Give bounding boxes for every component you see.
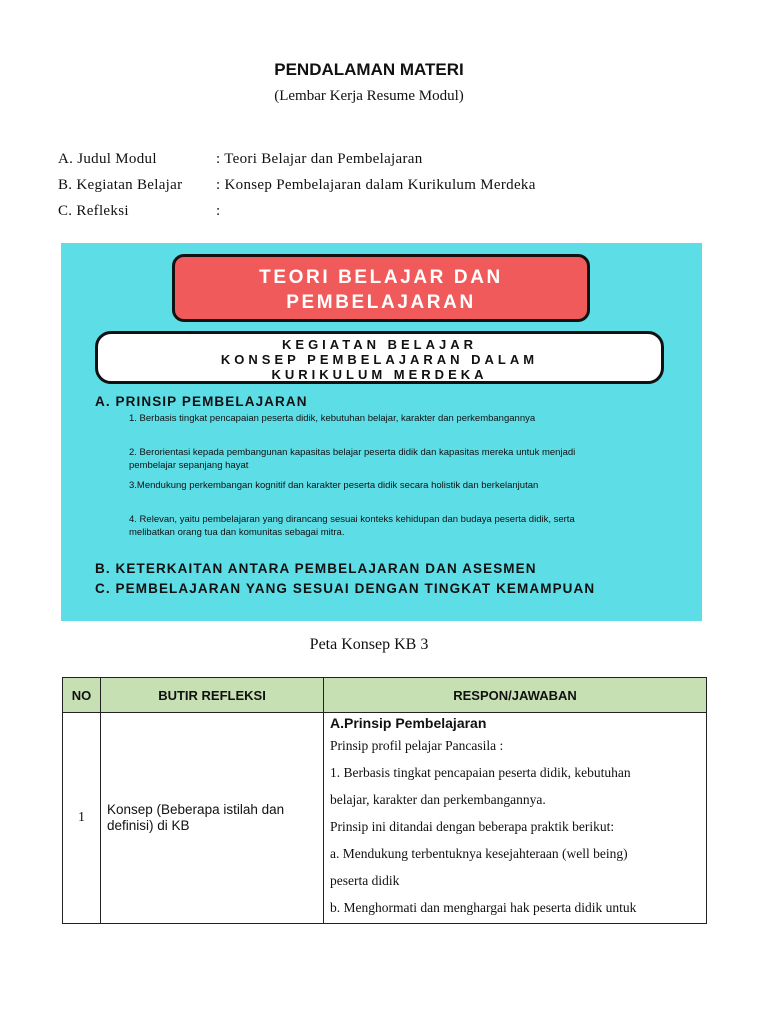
concept-map-poster [61, 243, 702, 621]
poster-section-b: B. KETERKAITAN ANTARA PEMBELAJARAN DAN ASESMEN [95, 561, 537, 576]
poster-item: 3.Mendukung perkembangan kognitif dan karakter peserta didik secara holistik dan berkelanjutan [129, 480, 539, 491]
poster-section-c: C. PEMBELAJARAN YANG SESUAI DENGAN TINGKAT KEMAMPUAN [95, 581, 596, 596]
info-value: : Konsep Pembelajaran dalam Kurikulum Merdeka [216, 177, 536, 193]
poster-title-box [172, 254, 590, 322]
row-number: 1 [63, 713, 101, 924]
poster-title-line: TEORI BELAJAR DAN [259, 267, 503, 288]
poster-subtitle-line: KEGIATAN BELAJAR [282, 337, 477, 352]
info-row-judul-modul [58, 151, 423, 168]
info-row-kegiatan-belajar [58, 177, 536, 194]
response-line: Prinsip ini ditandai dengan beberapa praktik berikut: [330, 819, 615, 834]
row-butir: Konsep (Beberapa istilah dan definisi) di KB [101, 713, 324, 924]
poster-subtitle-line: KURIKULUM MERDEKA [271, 367, 488, 382]
response-line: belajar, karakter dan perkembangannya. [330, 792, 546, 807]
poster-subtitle-box [95, 331, 664, 384]
info-key: C. Refleksi [58, 203, 129, 219]
response-line: 1. Berbasis tingkat pencapaian peserta didik, kebutuhan [330, 765, 631, 780]
info-value: : Teori Belajar dan Pembelajaran [216, 151, 423, 167]
page-title: PENDALAMAN MATERI [274, 60, 464, 79]
header-respon-jawaban: RESPON/JAWABAN [324, 678, 707, 713]
table-header-row [63, 678, 707, 713]
response-line: peserta didik [330, 873, 400, 888]
info-key: B. Kegiatan Belajar [58, 177, 183, 193]
poster-section-a: A. PRINSIP PEMBELAJARAN [95, 394, 308, 409]
poster-item: 1. Berbasis tingkat pencapaian peserta didik, kebutuhan belajar, karakter dan perkembangannya [129, 413, 536, 424]
poster-subtitle-line: KONSEP PEMBELAJARAN DALAM [220, 352, 539, 367]
table-row [63, 713, 707, 924]
reflection-table [62, 677, 707, 924]
header-butir-refleksi: BUTIR REFLEKSI [101, 678, 324, 713]
info-value: : [216, 203, 221, 219]
response-line: Prinsip profil pelajar Pancasila : [330, 738, 504, 753]
poster-item: 2. Berorientasi kepada pembangunan kapasitas belajar peserta didik dan kapasitas mereka untuk menjadi pembelajar sepanjang hayat [129, 447, 576, 471]
poster-title-line: PEMBELAJARAN [286, 292, 476, 313]
response-heading: A.Prinsip Pembelajaran [330, 715, 487, 731]
poster-item: 4. Relevan, yaitu pembelajaran yang dirancang sesuai konteks kehidupan dan budaya peserta didik, serta melibatkan orang tua dan komunitas sebagai mitra. [129, 514, 575, 538]
page-subtitle: (Lembar Kerja Resume Modul) [274, 88, 464, 104]
row-response [324, 713, 707, 924]
info-key: A. Judul Modul [58, 151, 157, 167]
response-line: b. Menghormati dan menghargai hak peserta didik untuk [330, 900, 637, 915]
info-row-refleksi [58, 203, 220, 220]
header-no: NO [63, 678, 101, 713]
poster-title [175, 257, 587, 315]
response-line: a. Mendukung terbentuknya kesejahteraan (well being) [330, 846, 628, 861]
figure-caption: Peta Konsep KB 3 [309, 636, 429, 653]
